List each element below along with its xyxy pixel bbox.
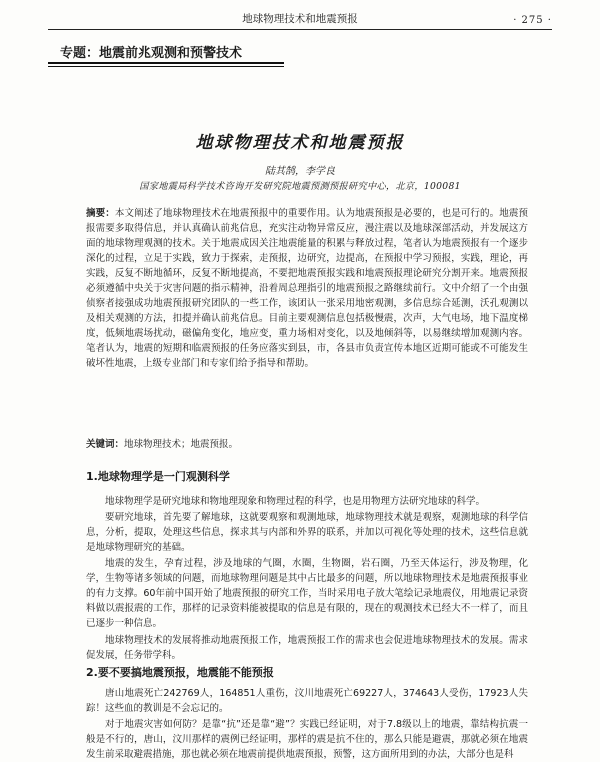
- section-1-paragraph-4: 地球物理技术的发展将推动地震预报工作，地震预报工作的需求也会促进地球物理技术的发展。需求促发展，任务带学科。: [86, 635, 528, 661]
- topic-label: 专题：地震前兆观测和预警技术: [60, 46, 243, 61]
- abstract: [86, 206, 528, 371]
- running-head-title: 地球物理技术和地震预报: [242, 13, 358, 25]
- keywords-label: 关键词：: [86, 439, 125, 450]
- keywords-text: 地球物理技术；地震预报。: [124, 439, 239, 450]
- section-1-paragraph-1: 地球物理学是研究地球和物地理现象和物理过程的科学，也是用物理方法研究地球的科学。: [105, 496, 486, 507]
- section-2-paragraph-1: 唐山地震死亡242769人，164851人重伤，汶川地震死亡69227人，374643人受伤，17923人失踪！这些血的教训是不会忘记的。: [86, 688, 528, 714]
- paper-title: 地球物理技术和地震预报: [195, 133, 405, 153]
- paper-affiliation: 国家地震局科学技术咨询开发研究院地震预测预报研究中心，北京，100081: [139, 181, 461, 192]
- topic-banner: [48, 36, 284, 64]
- section-2-paragraph-2: 对于地震灾害如何防？是靠“抗”还是靠“避”？实践已经证明，对于7.8级以上的地震，靠结构抗震一般是不行的，唐山，汶川那样的震例已经证明，那样的震是抗不住的，那么只能是避震，那就必须在地震发生前采取避震措施，那也就必须在地震前提供地震预报，预警，这方面所用到的办法，大部分也是科: [86, 719, 528, 760]
- page-number: · 275 ·: [513, 15, 552, 26]
- abstract-text: 本文阐述了地球物理技术在地震预报中的重要作用。认为地震预报是必要的，也是可行的。地震预报需要多取得信息，并认真确认前兆信息，充实注动物异常反应，漫注震以及地球深部活动，并发展这方面的地球物理观测的技术。关于地震成因关注地震能量的积累与释放过程，笔者认为地震预报有一个逐步深化的过程，立足于实践，致力于探索，走预报，边研究，边提高，在预报中学习预报，实践，理论，再实践，反复不断地循环，反复不断地提高，不要把地震预报实践和地震预报理论研究分割开来。地震预报必须遵循中央关于灾害问题的指示精神，沿着周总理指引的地震预报之路继续前行。文中介绍了一个由强侦察者接强成功地震预报研究团队的一些工作，该团认一张采用地密观测，多信息综合延测，沃孔观测以及相关观测的方法，扣提并确认前兆信息。目前主要观测信息包括极慢震，次声，大气电场，地下温度梯度，低频地震场扰动，磁偏角变化，地应变，重力场相对变化，以及地倾斜等，以易继续增加观测内容。笔者认为，地震的短期和临震预报的任务应落实到县，市，各县市负责宣传本地区近期可能或不可能发生破坏性地震，上级专业部门和专家们给予指导和帮助。: [86, 208, 528, 369]
- topic-rule-thick: [48, 62, 284, 64]
- abstract-label: 摘要：: [86, 208, 115, 219]
- section-1-heading: 1.地球物理学是一门观测科学: [86, 470, 230, 483]
- section-1-paragraph-3: 地震的发生，孕育过程，涉及地球的气圈，水圈，生物圈，岩石圈，乃至天体运行，涉及物理，化学，生物等诸多领域的问题，而地球物理问题是其中占比最多的问题，所以地球物理技术是地震预报事业的有力支撑。60年前中国开始了地震预报的研究工作，当时采用电子放大笔绘记录地震仪，用地震记录资料做以震报震的工作，那样的记录资料能被提取的信息是有限的，现在的观测技术已经大不一样了，而且已逐步一种信息。: [86, 558, 528, 629]
- topic-rule-thin: [48, 66, 284, 67]
- running-head: [48, 10, 552, 30]
- keywords: [86, 436, 238, 450]
- paper-authors: 陆其鹄，李学良: [265, 166, 335, 177]
- section-2-heading: 2.要不要搞地震预报，地震能不能预报: [86, 666, 274, 679]
- section-1-paragraph-2: 要研究地球，首先要了解地球，这就要观察和观测地球，地球物理技术就是观察，观测地球的科学信息，分析，提取，处理这些信息，探求其与内部和外界的联系，并加以可视化等处理的技术，这些信息就是地球物理研究的基础。: [86, 512, 528, 553]
